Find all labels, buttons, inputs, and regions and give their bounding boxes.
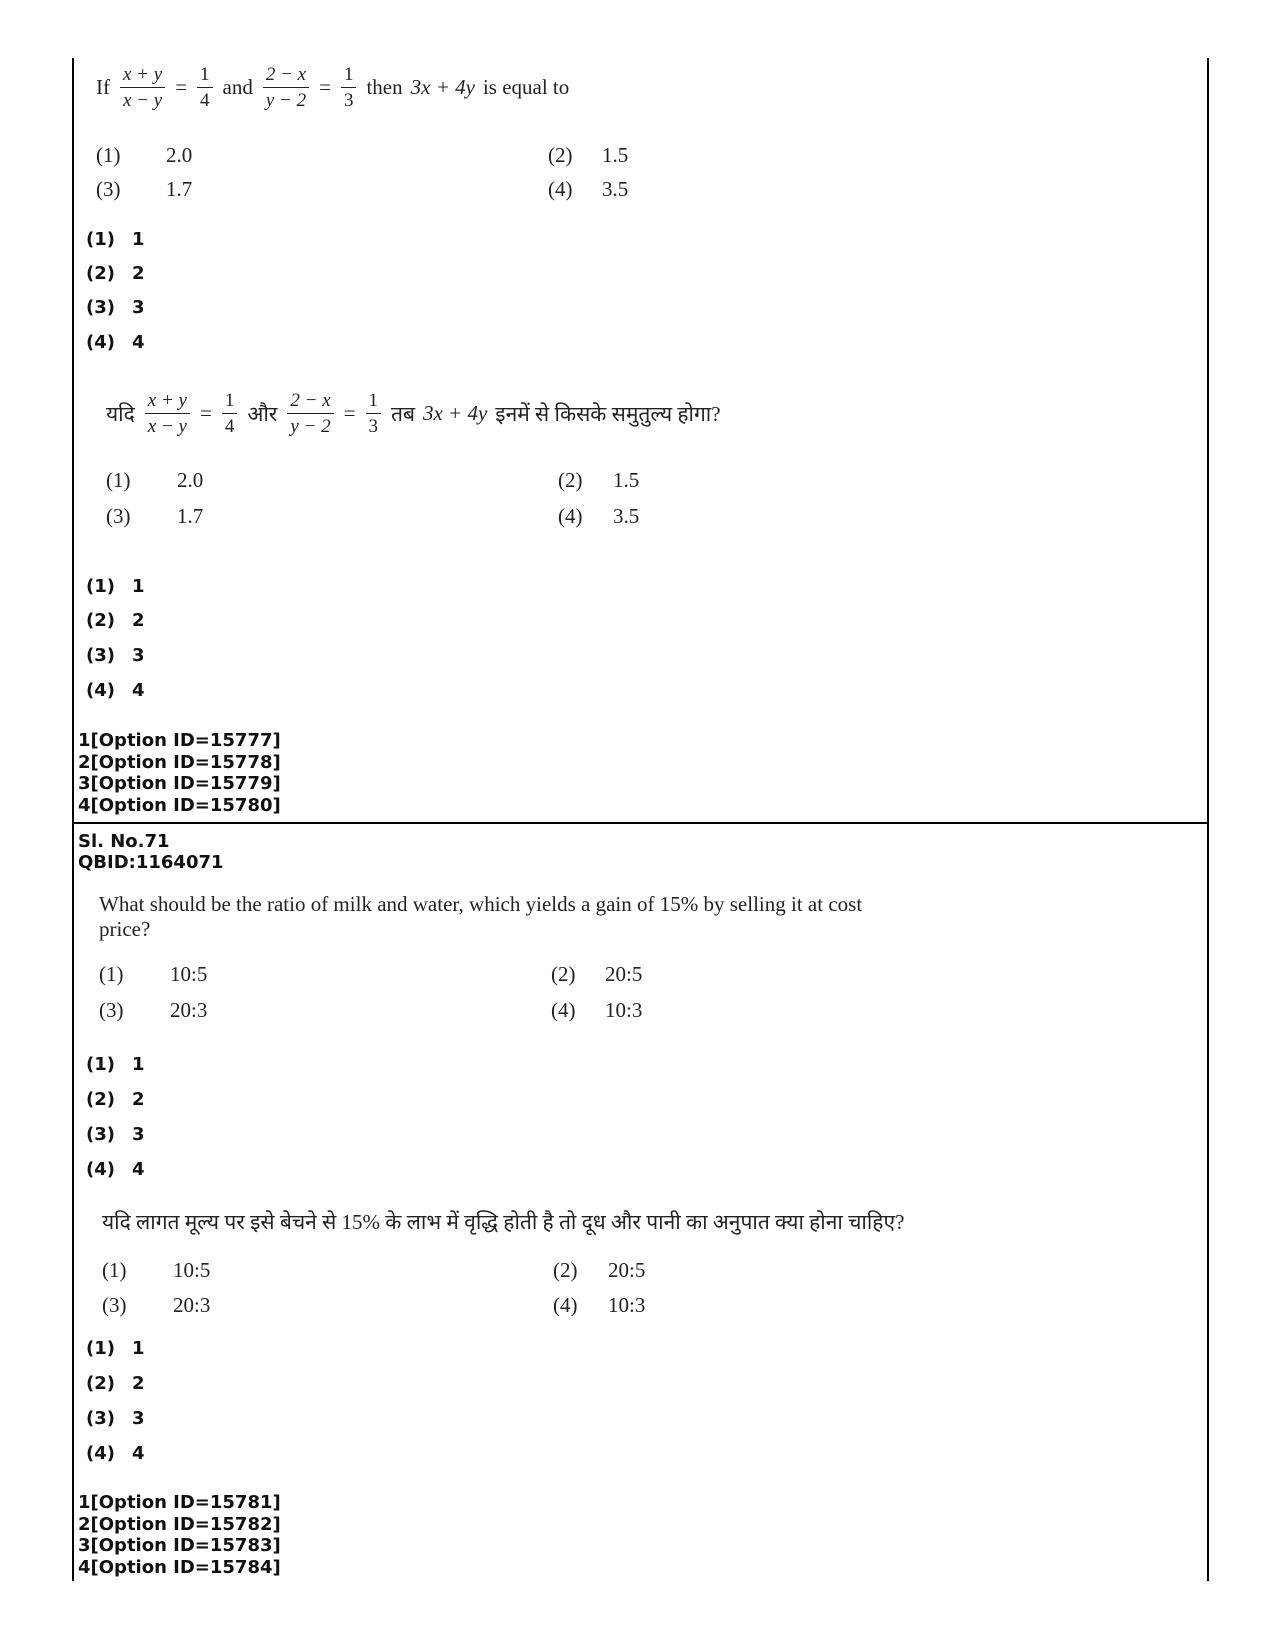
option-id: 1[Option ID=15777]	[78, 730, 281, 751]
q70-hindi-if-word: यदि	[106, 401, 135, 426]
q70-ratio-1: $\frac{1}{4}$	[197, 64, 213, 112]
answer-choice[interactable]: (1) 1	[86, 1338, 145, 1359]
q70-hindi-tail-text: इनमें से किसके समुतुल्य होगा?	[495, 401, 721, 426]
q71-english-stem: What should be the ratio of milk and water, which yields a gain of 15% by selling it at cost price?	[99, 892, 863, 941]
q70-ratio-2: $\frac{1}{3}$	[341, 64, 357, 112]
answer-choice[interactable]: (2) 2	[86, 263, 145, 284]
q70-hindi-stem	[106, 390, 721, 438]
question-divider	[72, 822, 1209, 824]
equals-sign: =	[175, 75, 188, 100]
serial-number: Sl. No.71	[78, 831, 170, 852]
answer-choice[interactable]: (1) 1	[86, 1054, 145, 1075]
answer-choice[interactable]: (4) 4	[86, 332, 145, 353]
q70-tail-text: is equal to	[482, 75, 570, 100]
q70-expression: 3x + 4y	[410, 75, 475, 100]
q70-hindi-ratio-2: $\frac{1}{3}$	[366, 390, 382, 438]
q70-fraction-1: $\frac{x + y}{x - y}$	[120, 64, 165, 112]
q70-hindi-ratio-1: $\frac{1}{4}$	[222, 390, 238, 438]
answer-choice[interactable]: (3) 3	[86, 1408, 145, 1429]
q70-hindi-fraction-2: $\frac{2 - x}{y - 2}$	[287, 390, 333, 438]
q70-then-word: then	[366, 75, 403, 100]
option-id: 3[Option ID=15779]	[78, 773, 281, 794]
answer-choice[interactable]: (1) 1	[86, 576, 145, 597]
q70-and-word: and	[222, 75, 253, 100]
answer-choice[interactable]: (4) 4	[86, 1159, 145, 1180]
q71-option-id-list	[78, 1492, 281, 1578]
answer-choice[interactable]: (2) 2	[86, 1373, 145, 1394]
answer-choice[interactable]: (3) 3	[86, 297, 145, 318]
q70-hindi-and-word: और	[247, 401, 278, 426]
equals-sign: =	[343, 401, 356, 426]
answer-choice[interactable]: (3) 3	[86, 645, 145, 666]
option-id: 3[Option ID=15783]	[78, 1535, 281, 1556]
question-bank-id: QBID:1164071	[78, 852, 224, 873]
answer-choice[interactable]: (1) 1	[86, 229, 145, 250]
option-id: 4[Option ID=15784]	[78, 1556, 281, 1578]
answer-choice[interactable]: (4) 4	[86, 680, 145, 701]
q70-hindi-expression: 3x + 4y	[422, 401, 488, 426]
q71-hindi-stem: यदि लागत मूल्य पर इसे बेचने से 15% के लाभ में वृद्धि होती है तो दूध और पानी का अनुपात क्या होना चाहिए?	[102, 1210, 905, 1234]
answer-choice[interactable]: (4) 4	[86, 1443, 145, 1464]
q70-hindi-then-word: तब	[391, 401, 415, 426]
q70-english-stem	[96, 64, 569, 112]
page-frame-left	[72, 58, 74, 1581]
option-id: 4[Option ID=15780]	[78, 794, 281, 816]
q70-hindi-fraction-1: $\frac{x + y}{x - y}$	[145, 390, 190, 438]
option-id: 2[Option ID=15778]	[78, 751, 281, 773]
q70-if-word: If	[96, 75, 110, 100]
equals-sign: =	[319, 75, 331, 100]
option-id: 2[Option ID=15782]	[78, 1513, 281, 1535]
q70-fraction-2: $\frac{2 - x}{y - 2}$	[263, 64, 309, 112]
answer-choice[interactable]: (2) 2	[86, 1089, 145, 1110]
q71-header	[78, 831, 224, 873]
option-id: 1[Option ID=15781]	[78, 1492, 281, 1513]
page-frame-right	[1207, 58, 1209, 1581]
answer-choice[interactable]: (3) 3	[86, 1124, 145, 1145]
equals-sign: =	[199, 401, 212, 426]
answer-choice[interactable]: (2) 2	[86, 610, 145, 631]
q70-option-id-list	[78, 730, 281, 816]
